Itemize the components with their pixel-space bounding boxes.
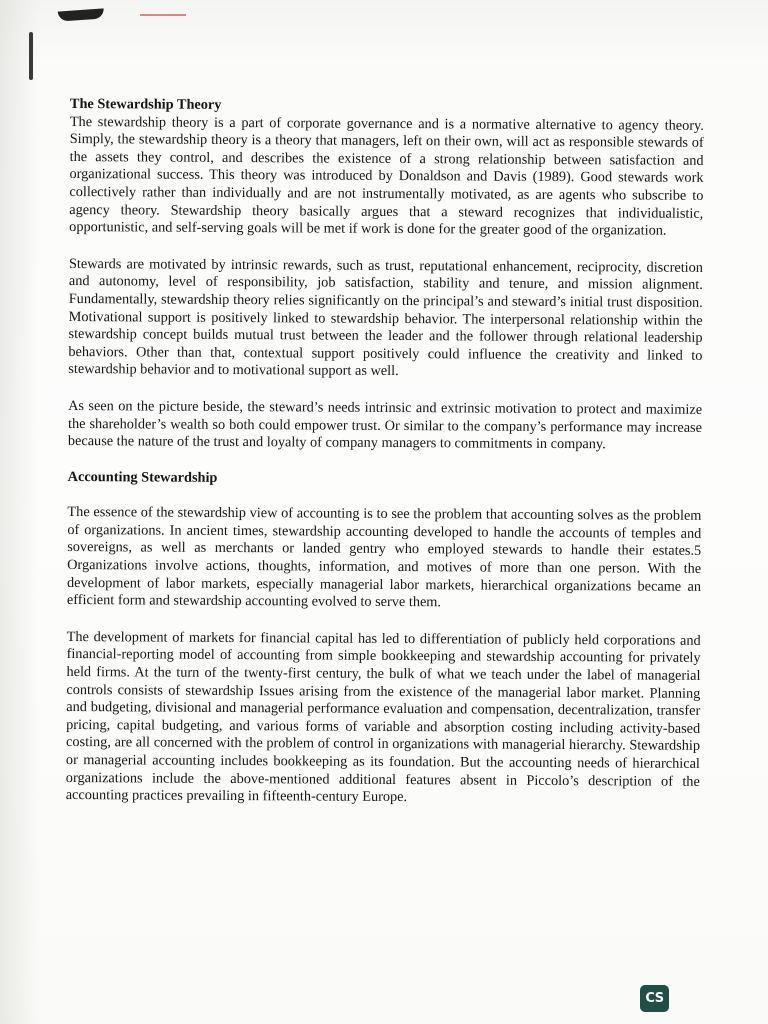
- paragraph: Stewards are motivated by intrinsic rewards, such as trust, reputational enhancement, reciprocity, discretion and autonomy, level of responsibility, job satisfaction, stability and tenure, and mission alignment. Fundamentally, stewardship theory relies significantly on the principal’s and steward’s initial trust disposition. Motivational support is positively linked to stewardship behavior. The interpersonal relationship within the stewardship concept builds mutual trust between the leader and the follower through relational leadership behaviors. Other than that, contextual support positively could influence the creativity and linked to stewardship behavior and to motivational support as well.: [68, 255, 704, 380]
- camscanner-logo-icon: CS: [640, 985, 669, 1012]
- heading-stewardship-theory: The Stewardship Theory: [69, 96, 222, 113]
- binding-mark: [29, 32, 33, 80]
- paragraph: As seen on the picture beside, the steward’s needs intrinsic and extrinsic motivation to protect and maximize the shareholder’s wealth so both could empower trust. Or similar to the company’s performance may increase because the nature of the trust and loyalty of company managers to commitments in company.: [67, 397, 703, 453]
- heading-accounting-stewardship: Accounting Stewardship: [67, 468, 218, 486]
- paragraph: The essence of the stewardship view of accounting is to see the problem that accounting solves as the problem of organizations. In ancient times, stewardship accounting developed to handle the accounts of temples and sovereigns, as well as merchants or landed gentry who employed stewards to handle their estates.5 Organizations involve actions, thoughts, information, and motives of more than one person. With the development of labor markets, especially managerial labor markets, hierarchical organizations became an efficient form and stewardship accounting evolved to serve them.: [66, 504, 702, 611]
- scan-smudge: [58, 8, 105, 21]
- page-edge-shadow: [0, 0, 40, 1024]
- paragraph: The stewardship theory is a part of corporate governance and is a normative alternative to agency theory. Simply, the stewardship theory is a theory that managers, left on their own, will act as responsible stewards of the assets they control, and describes the existence of a strong relationship between satisfaction and organizational success. This theory was introduced by Donaldson and Davis (1989). Good stewards work collectively rather than individually and are not instrumentally motivated, as are agents who subscribe to agency theory. Stewardship theory basically argues that a steward recognizes that individualistic, opportunistic, and self-serving goals will be met if work is done for the greater good of the organization.: [69, 113, 704, 239]
- paragraph: The development of markets for financial capital has led to differentiation of publicly held corporations and financial-reporting model of accounting from simple bookkeeping and stewardship accounting for privately held firms. At the turn of the twenty-first century, the bulk of what we teach under the label of managerial controls consists of stewardship Issues arising from the existence of the managerial labor market. Planning and budgeting, divisional and managerial performance evaluation and compensation, decentralization, transfer pricing, capital budgeting, and various forms of variable and absorption costing including activity-based costing, are all concerned with the problem of control in organizations with managerial hierarchy. Stewardship or managerial accounting includes bookkeeping as its foundation. But the accounting needs of hierarchical organizations include the above-mentioned additional features absent in Piccolo’s description of the accounting practices prevailing in fifteenth-century Europe.: [65, 628, 701, 806]
- scan-mark: [140, 14, 186, 16]
- document-body: [66, 96, 704, 809]
